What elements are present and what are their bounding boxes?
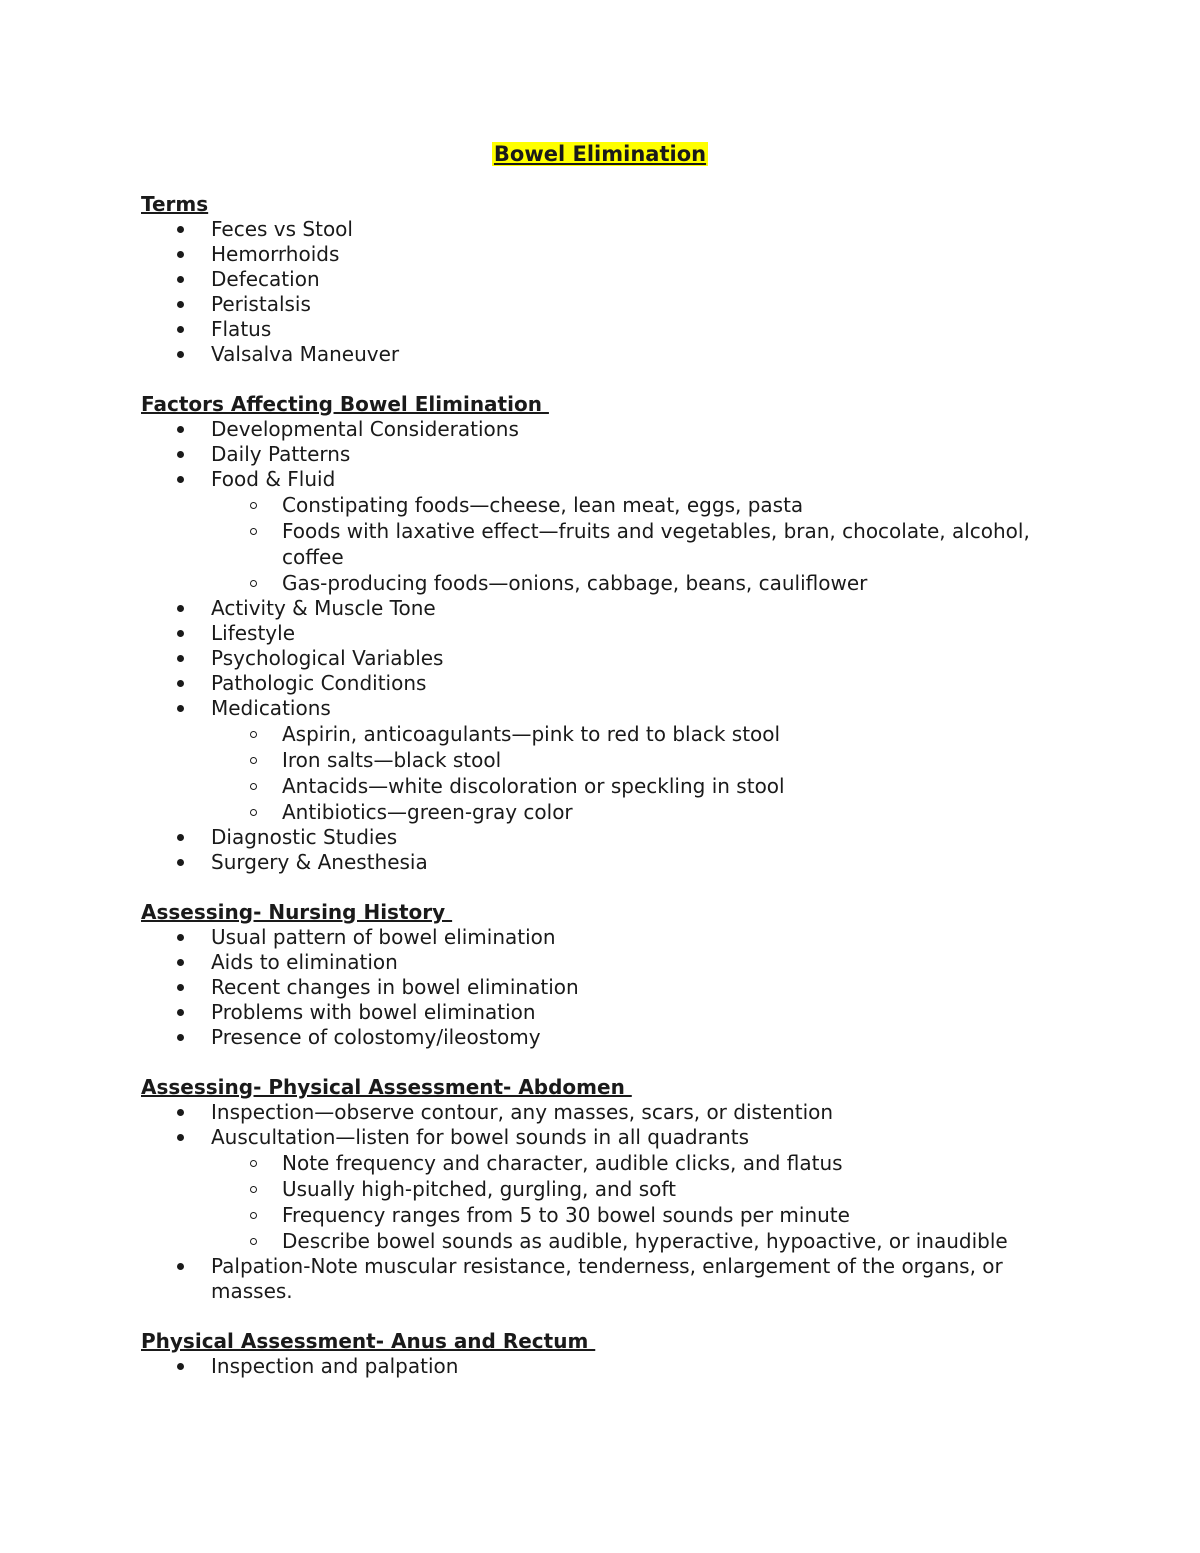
sub-list-item: Foods with laxative effect—fruits and vegetables, bran, chocolate, alcohol, coffee [141,518,1061,570]
sub-list-item: Usually high-pitched, gurgling, and soft [141,1176,1061,1202]
list-item: Peristalsis [141,292,1061,317]
section-heading: Assessing- Nursing History [141,900,453,924]
section-heading: Physical Assessment- Anus and Rectum [141,1329,596,1353]
list-item: Inspection and palpation [141,1354,1061,1379]
sub-list-item: Iron salts—black stool [141,747,1061,773]
list-item: Palpation-Note muscular resistance, tenderness, enlargement of the organs, or masses. [141,1254,1061,1304]
list-item: Auscultation—listen for bowel sounds in all quadrants [141,1125,1061,1150]
list-item: Daily Patterns [141,442,1061,467]
section-heading: Assessing- Physical Assessment- Abdomen [141,1075,632,1099]
list-item: Lifestyle [141,621,1061,646]
list-item: Surgery & Anesthesia [141,850,1061,875]
list-item: Medications [141,696,1061,721]
list-item: Diagnostic Studies [141,825,1061,850]
section-heading: Terms [141,192,209,216]
list-item: Valsalva Maneuver [141,342,1061,367]
list-item: Flatus [141,317,1061,342]
document-title: Bowel Elimination [493,142,707,166]
sub-list-item: Describe bowel sounds as audible, hyperactive, hypoactive, or inaudible [141,1228,1061,1254]
bullet-list [141,1100,1061,1304]
bullet-list [141,417,1061,875]
sub-list-item: Frequency ranges from 5 to 30 bowel sounds per minute [141,1202,1061,1228]
list-item: Feces vs Stool [141,217,1061,242]
bullet-list [141,925,1061,1050]
list-item: Pathologic Conditions [141,671,1061,696]
list-item: Defecation [141,267,1061,292]
sub-list-item: Gas-producing foods—onions, cabbage, beans, cauliflower [141,570,1061,596]
list-item: Presence of colostomy/ileostomy [141,1025,1061,1050]
list-item: Developmental Considerations [141,417,1061,442]
section [141,900,1061,1050]
bullet-list [141,1354,1061,1379]
section [141,1075,1061,1304]
sub-list-item: Note frequency and character, audible clicks, and flatus [141,1150,1061,1176]
list-item: Usual pattern of bowel elimination [141,925,1061,950]
list-item: Inspection—observe contour, any masses, scars, or distention [141,1100,1061,1125]
list-item: Food & Fluid [141,467,1061,492]
list-item: Hemorrhoids [141,242,1061,267]
list-item: Recent changes in bowel elimination [141,975,1061,1000]
document-title-wrap [0,140,1200,168]
section [141,392,1061,875]
section [141,192,1061,367]
sub-list-item: Aspirin, anticoagulants—pink to red to black stool [141,721,1061,747]
bullet-list [141,217,1061,367]
sub-list-item: Constipating foods—cheese, lean meat, eggs, pasta [141,492,1061,518]
section [141,1329,1061,1379]
sub-list-item: Antacids—white discoloration or speckling in stool [141,773,1061,799]
section-heading: Factors Affecting Bowel Elimination [141,392,549,416]
list-item: Aids to elimination [141,950,1061,975]
list-item: Problems with bowel elimination [141,1000,1061,1025]
sub-list-item: Antibiotics—green-gray color [141,799,1061,825]
document-body [141,192,1061,1404]
list-item: Psychological Variables [141,646,1061,671]
list-item: Activity & Muscle Tone [141,596,1061,621]
